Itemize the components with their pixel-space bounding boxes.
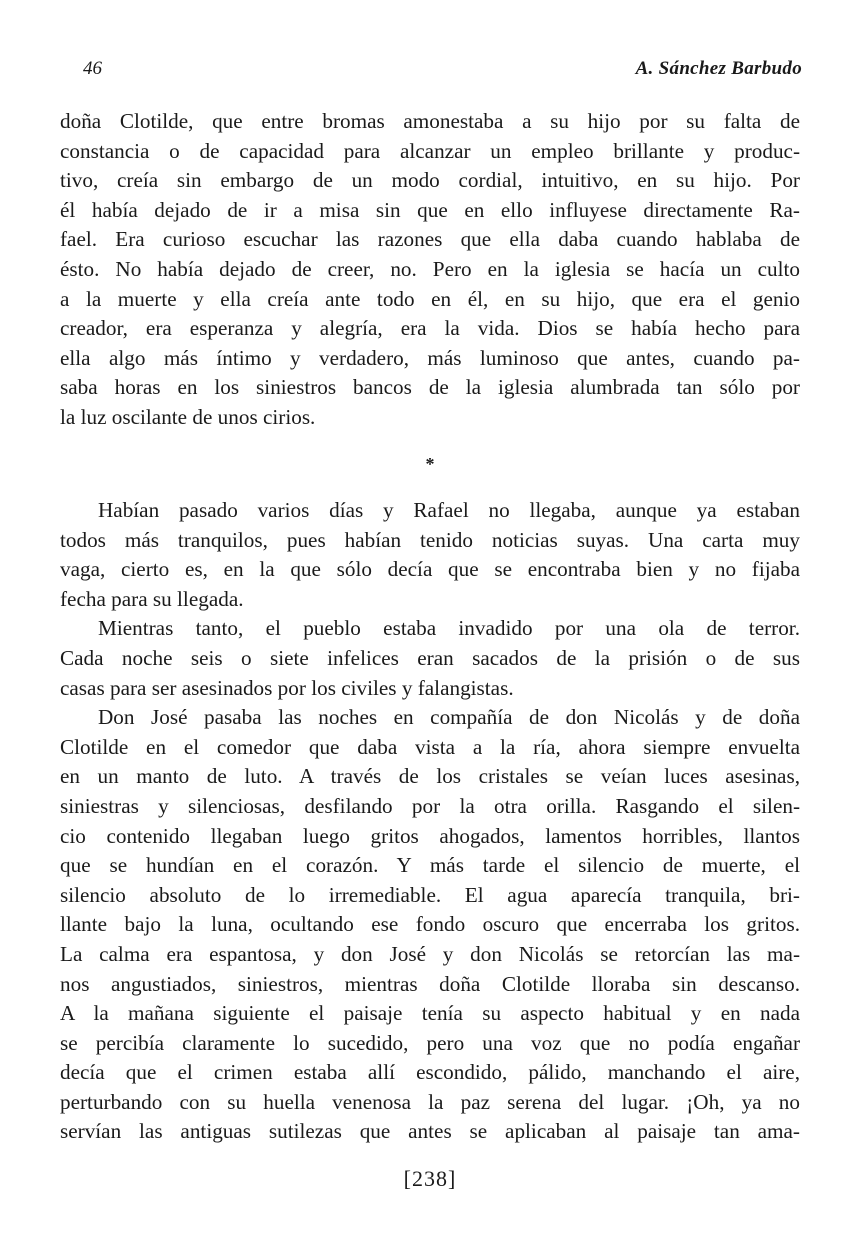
text-line: él había dejado de ir a misa sin que en ello influyese directamente Ra- [60, 197, 800, 222]
text-line: a la muerte y ella creía ante todo en él, en su hijo, que era el genio [60, 286, 800, 311]
text-line: constancia o de capacidad para alcanzar un empleo brillante y produc- [60, 138, 800, 163]
text-line: se percibía claramente lo sucedido, pero una voz que no podía engañar [60, 1030, 800, 1055]
running-header [83, 58, 802, 88]
text-line: casas para ser asesinados por los civiles y falangistas. [60, 675, 514, 700]
running-title: A. Sánchez Barbudo [635, 58, 802, 79]
folio-number: [238] [403, 1166, 457, 1191]
text-line: tivo, creía sin embargo de un modo cordial, intuitivo, en su hijo. Por [60, 168, 800, 193]
text-line: silencio absoluto de lo irremediable. El agua aparecía tranquila, bri- [60, 882, 800, 907]
text-line: Habían pasado varios días y Rafael no llegaba, aunque ya estaban [98, 498, 800, 522]
paragraph-doña-clotilde [60, 107, 800, 433]
text-line: todos más tranquilos, pues habían tenido noticias suyas. Una carta muy [60, 527, 800, 552]
text-line: Don José pasaba las noches en compañía de don Nicolás y de doña [98, 705, 800, 730]
text-line: doña Clotilde, que entre bromas amonestaba a su hijo por su falta de [60, 109, 800, 133]
text-line: servían las antiguas sutilezas que antes se aplicaban al paisaje tan ama- [60, 1119, 800, 1144]
section-body [60, 496, 800, 1147]
section-separator: * [425, 454, 435, 474]
text-line: Clotilde en el comedor que daba vista a la ría, ahora siempre envuelta [60, 734, 800, 759]
text-line: ella algo más íntimo y verdadero, más luminoso que antes, cuando pa- [60, 345, 800, 370]
text-line: fael. Era curioso escuchar las razones que ella daba cuando hablaba de [60, 227, 800, 252]
text-line: que se hundían en el corazón. Y más tarde el silencio de muerte, el [60, 853, 800, 878]
text-line: creador, era esperanza y alegría, era la vida. Dios se había hecho para [60, 316, 800, 341]
text-line: saba horas en los siniestros bancos de la iglesia alumbrada tan sólo por [60, 375, 800, 400]
text-line: Mientras tanto, el pueblo estaba invadido por una ola de terror. [98, 616, 800, 641]
text-line: La calma era espantosa, y don José y don Nicolás se retorcían las ma- [60, 941, 800, 966]
text-line: cio contenido llegaban luego gritos ahogados, lamentos horribles, llantos [60, 823, 800, 848]
text-line: en un manto de luto. A través de los cristales se veían luces asesinas, [60, 764, 800, 789]
page-number: 46 [83, 58, 102, 79]
text-line: A la mañana siguiente el paisaje tenía su aspecto habitual y en nada [60, 1001, 800, 1026]
text-line: la luz oscilante de unos cirios. [60, 404, 316, 429]
text-line: siniestras y silenciosas, desfilando por la otra orilla. Rasgando el silen- [60, 793, 800, 818]
text-line: perturbando con su huella venenosa la paz serena del lugar. ¡Oh, ya no [60, 1089, 800, 1114]
text-line: llante bajo la luna, ocultando ese fondo oscuro que encerraba los gritos. [60, 912, 800, 937]
text-line: fecha para su llegada. [60, 586, 244, 611]
text-line: ésto. No había dejado de creer, no. Pero en la iglesia se hacía un culto [60, 256, 800, 281]
text-line: vaga, cierto es, en la que sólo decía que se encontraba bien y no fijaba [60, 557, 800, 582]
text-line: decía que el crimen estaba allí escondido, pálido, manchando el aire, [60, 1060, 800, 1085]
text-line: nos angustiados, siniestros, mientras doña Clotilde lloraba sin descanso. [60, 971, 800, 996]
text-line: Cada noche seis o siete infelices eran sacados de la prisión o de sus [60, 645, 800, 670]
